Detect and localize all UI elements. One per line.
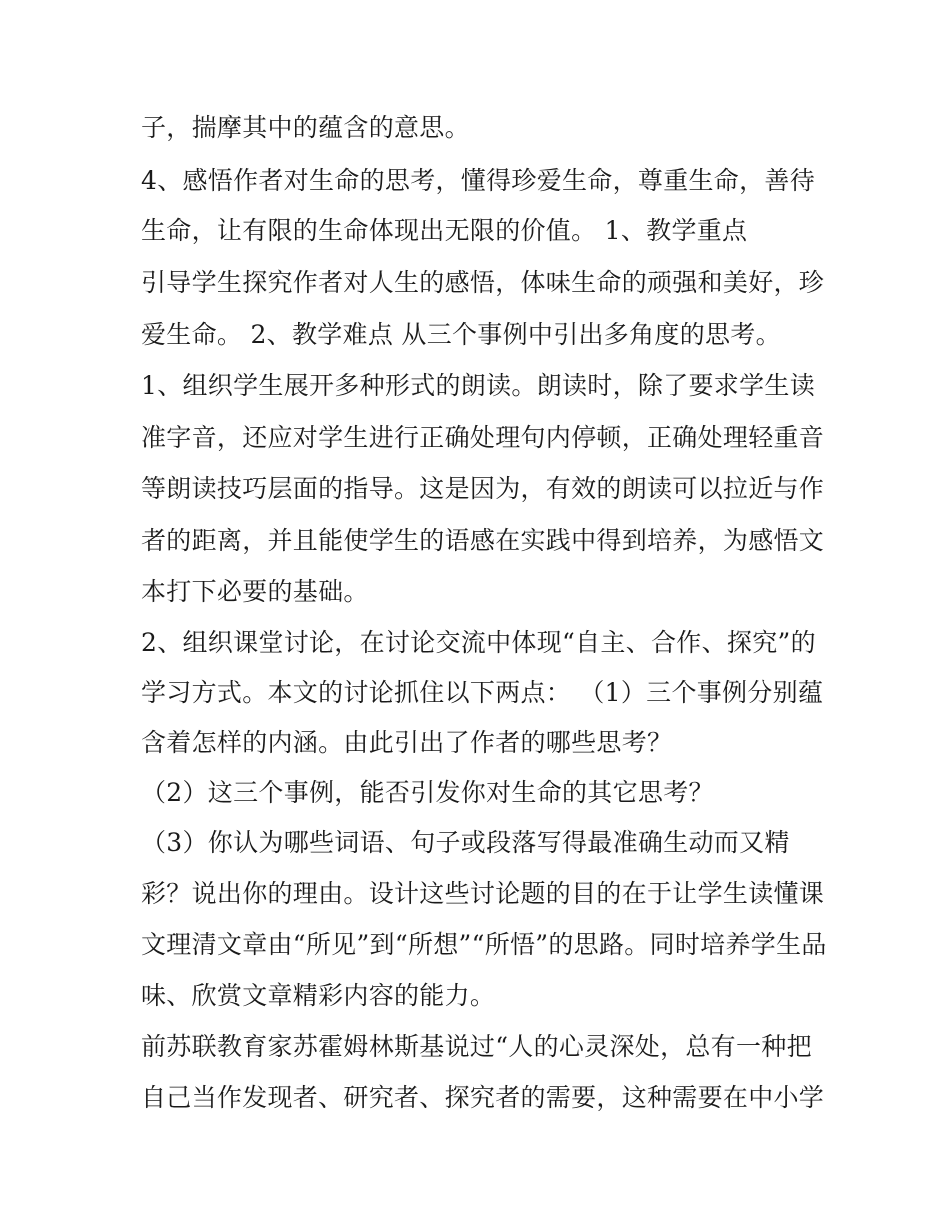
- text-line: 者的距离，并且能使学生的语感在实践中得到培养，为感悟文: [141, 526, 825, 555]
- text-line: （3）你认为哪些词语、句子或段落写得最准确生动而又精: [141, 828, 790, 857]
- text-line: 4、感悟作者对生命的思考，懂得珍爱生命，尊重生命，善待: [141, 166, 816, 195]
- text-line: 自己当作发现者、研究者、探究者的需要，这种需要在中小学: [141, 1083, 825, 1112]
- text-line: 含着怎样的内涵。由此引出了作者的哪些思考？: [141, 728, 673, 757]
- text-line: 味、欣赏文章精彩内容的能力。: [141, 981, 496, 1010]
- text-line: 子，揣摩其中的蕴含的意思。: [141, 113, 470, 142]
- text-line: 前苏联教育家苏霍姆林斯基说过“人的心灵深处，总有一种把: [141, 1032, 812, 1061]
- text-line: 引导学生探究作者对人生的感悟，体味生命的顽强和美好，珍: [141, 268, 825, 297]
- text-line: （2）这三个事例，能否引发你对生命的其它思考？: [141, 778, 714, 807]
- text-line: 等朗读技巧层面的指导。这是因为，有效的朗读可以拉近与作: [141, 474, 825, 503]
- text-line: 2、组织课堂讨论，在讨论交流中体现“自主、合作、探究”的: [141, 628, 816, 657]
- text-line: 彩？说出你的理由。设计这些讨论题的目的在于让学生读懂课: [141, 879, 825, 908]
- text-line: 1、组织学生展开多种形式的朗读。朗读时，除了要求学生读: [141, 371, 816, 400]
- text-line: 文理清文章由“所见”到“所想”“所悟”的思路。同时培养学生品: [141, 930, 827, 959]
- text-line: 爱生命。 2、教学难点 从三个事例中引出多角度的思考。: [141, 320, 781, 349]
- text-line: 准字音，还应对学生进行正确处理句内停顿，正确处理轻重音: [141, 423, 825, 452]
- text-line: 本打下必要的基础。: [141, 577, 369, 606]
- text-line: 学习方式。本文的讨论抓住以下两点： （1）三个事例分别蕴: [141, 678, 824, 707]
- text-line: 生命，让有限的生命体现出无限的价值。 1、教学重点: [141, 216, 748, 245]
